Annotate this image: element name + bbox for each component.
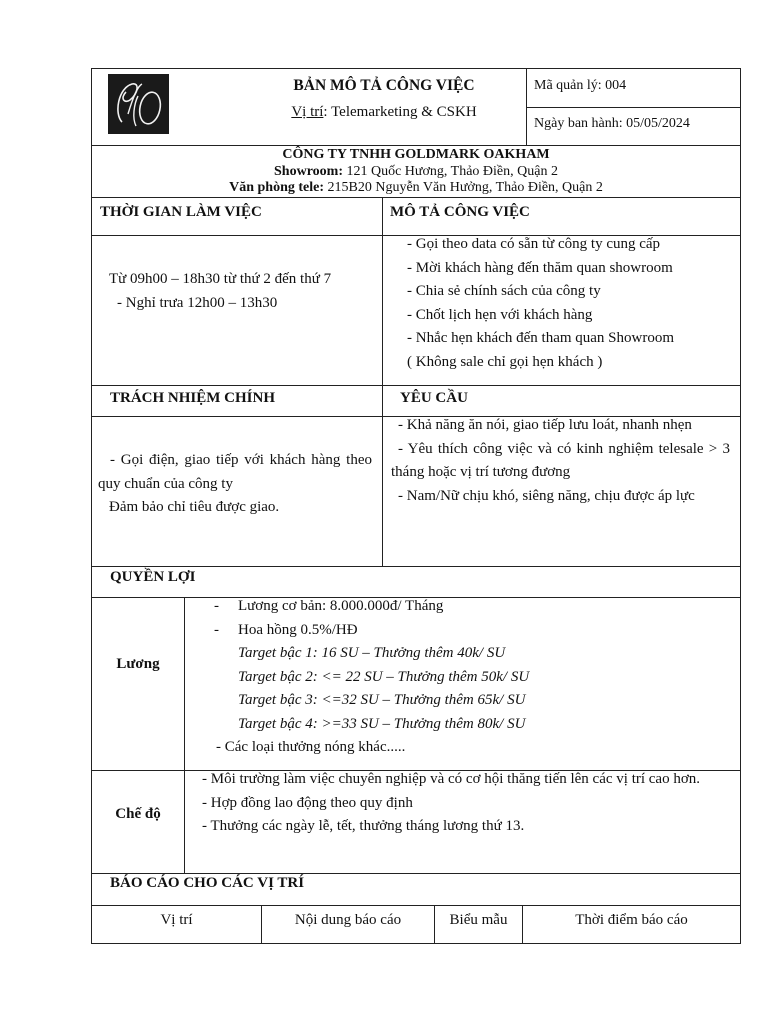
logo-cell <box>92 69 242 145</box>
job-desc-item: - Chia sẻ chính sách của công ty <box>407 283 601 299</box>
job-desc-note: ( Không sale chỉ gọi hẹn khách ) <box>407 353 603 370</box>
document-title: BẢN MÔ TẢ CÔNG VIỆC <box>293 77 475 94</box>
responsibility-item: Đảm bảo chỉ tiêu được giao. <box>109 499 280 515</box>
commission: Hoa hồng 0.5%/HĐ <box>238 621 358 638</box>
benefits-heading: QUYỀN LỢI <box>110 569 196 585</box>
salary-detail-cell <box>184 598 740 770</box>
work-content-row <box>91 236 741 386</box>
target-tier: Target bậc 1: 16 SU – Thưởng thêm 40k/ SU <box>238 645 506 661</box>
job-desc-item: - Chốt lịch hẹn với khách hàng <box>407 306 593 323</box>
showroom-line <box>92 164 740 181</box>
report-col-template: Biểu mẫu <box>434 906 522 943</box>
report-col-content: Nội dung báo cáo <box>261 906 434 943</box>
requirement-item: - Khả năng ăn nói, giao tiếp lưu loát, nhanh nhẹn <box>398 417 692 433</box>
title-cell <box>242 69 526 145</box>
position-value: : Telemarketing & CSKH <box>323 104 477 120</box>
target-tier: Target bậc 3: <=32 SU – Thưởng thêm 65k/ SU <box>238 692 526 708</box>
policy-detail-cell <box>184 771 740 873</box>
target-tier: Target bậc 4: >=33 SU – Thưởng thêm 80k/ SU <box>238 715 526 732</box>
meta-cell <box>526 69 740 145</box>
responsibility-cell <box>92 417 382 566</box>
responsibility-heading-row <box>91 386 741 417</box>
salary-label: Lương <box>116 656 160 672</box>
company-logo <box>108 74 169 134</box>
position-line <box>242 104 526 121</box>
main-responsibility-heading: TRÁCH NHIỆM CHÍNH <box>110 390 276 406</box>
issue-date: Ngày ban hành: 05/05/2024 <box>534 116 690 131</box>
work-time-cell <box>92 236 382 385</box>
salary-row <box>91 598 741 771</box>
office-label: Văn phòng tele: <box>229 180 324 195</box>
report-col-position: Vị trí <box>160 912 193 928</box>
lunch-break: - Nghỉ trưa 12h00 – 13h30 <box>117 295 278 311</box>
job-description-heading: MÔ TẢ CÔNG VIỆC <box>390 204 530 220</box>
management-code: Mã quản lý: 004 <box>534 78 627 93</box>
company-row <box>91 146 741 198</box>
company-name: CÔNG TY TNHH GOLDMARK OAKHAM <box>282 147 550 162</box>
position-label: Vị trí <box>291 104 324 120</box>
requirement-item: - Nam/Nữ chịu khó, siêng năng, chịu được áp lực <box>398 487 695 504</box>
job-description-document <box>91 68 741 944</box>
responsibility-content-row <box>91 417 741 567</box>
office-line <box>92 180 740 197</box>
requirements-heading: YÊU CẦU <box>400 390 468 406</box>
other-bonus: - Các loại thưởng nóng khác..... <box>216 739 406 755</box>
salary-item: - Hoa hồng 0.5%/HĐ <box>185 619 740 643</box>
logo-text: gO <box>108 74 110 75</box>
benefits-heading-row <box>91 567 741 598</box>
work-heading-row <box>91 198 741 236</box>
showroom-label: Showroom: <box>274 163 343 179</box>
report-col-time: Thời điểm báo cáo <box>522 906 740 943</box>
policy-row <box>91 771 741 874</box>
showroom-address: 121 Quốc Hương, Thảo Điền, Quận 2 <box>342 163 558 179</box>
base-salary: Lương cơ bản: 8.000.000đ/ Tháng <box>238 598 444 614</box>
job-desc-item: - Gọi theo data có sẵn từ công ty cung cấp <box>407 236 661 252</box>
job-desc-item: - Nhắc hẹn khách đến tham quan Showroom <box>407 330 675 346</box>
job-desc-item: - Mời khách hàng đến thăm quan showroom <box>407 259 673 276</box>
policy-label-cell <box>92 771 184 873</box>
office-address: 215B20 Nguyễn Văn Hưởng, Thảo Điền, Quận 2 <box>324 180 603 195</box>
job-description-cell <box>382 236 740 385</box>
work-hours: Từ 09h00 – 18h30 từ thứ 2 đến thứ 7 <box>109 271 332 287</box>
work-time-heading: THỜI GIAN LÀM VIỆC <box>100 204 262 220</box>
requirement-item: - Yêu thích công việc và có kinh nghiệm telesale > 3 tháng hoặc vị trí tương đương <box>391 440 730 480</box>
requirements-cell <box>382 417 740 566</box>
logo-monogram-icon <box>108 74 169 134</box>
policy-item: - Hợp đồng lao động theo quy định <box>202 794 413 811</box>
salary-label-cell <box>92 598 184 770</box>
target-tier: Target bậc 2: <= 22 SU – Thưởng thêm 50k/ SU <box>238 668 530 685</box>
policy-item: - Thưởng các ngày lễ, tết, thưởng tháng lương thứ 13. <box>202 818 525 834</box>
report-heading-row <box>91 874 741 906</box>
responsibility-item: - Gọi điện, giao tiếp với khách hàng theo quy chuẩn của công ty <box>98 452 372 492</box>
report-table-header <box>91 906 741 944</box>
salary-item: - Lương cơ bản: 8.000.000đ/ Tháng <box>185 595 740 619</box>
policy-item: - Môi trường làm việc chuyên nghiệp và có cơ hội thăng tiến lên các vị trí cao hơn. <box>202 771 701 787</box>
report-heading: BÁO CÁO CHO CÁC VỊ TRÍ <box>110 875 305 891</box>
policy-label: Chế độ <box>115 806 161 822</box>
header-row <box>91 68 741 146</box>
